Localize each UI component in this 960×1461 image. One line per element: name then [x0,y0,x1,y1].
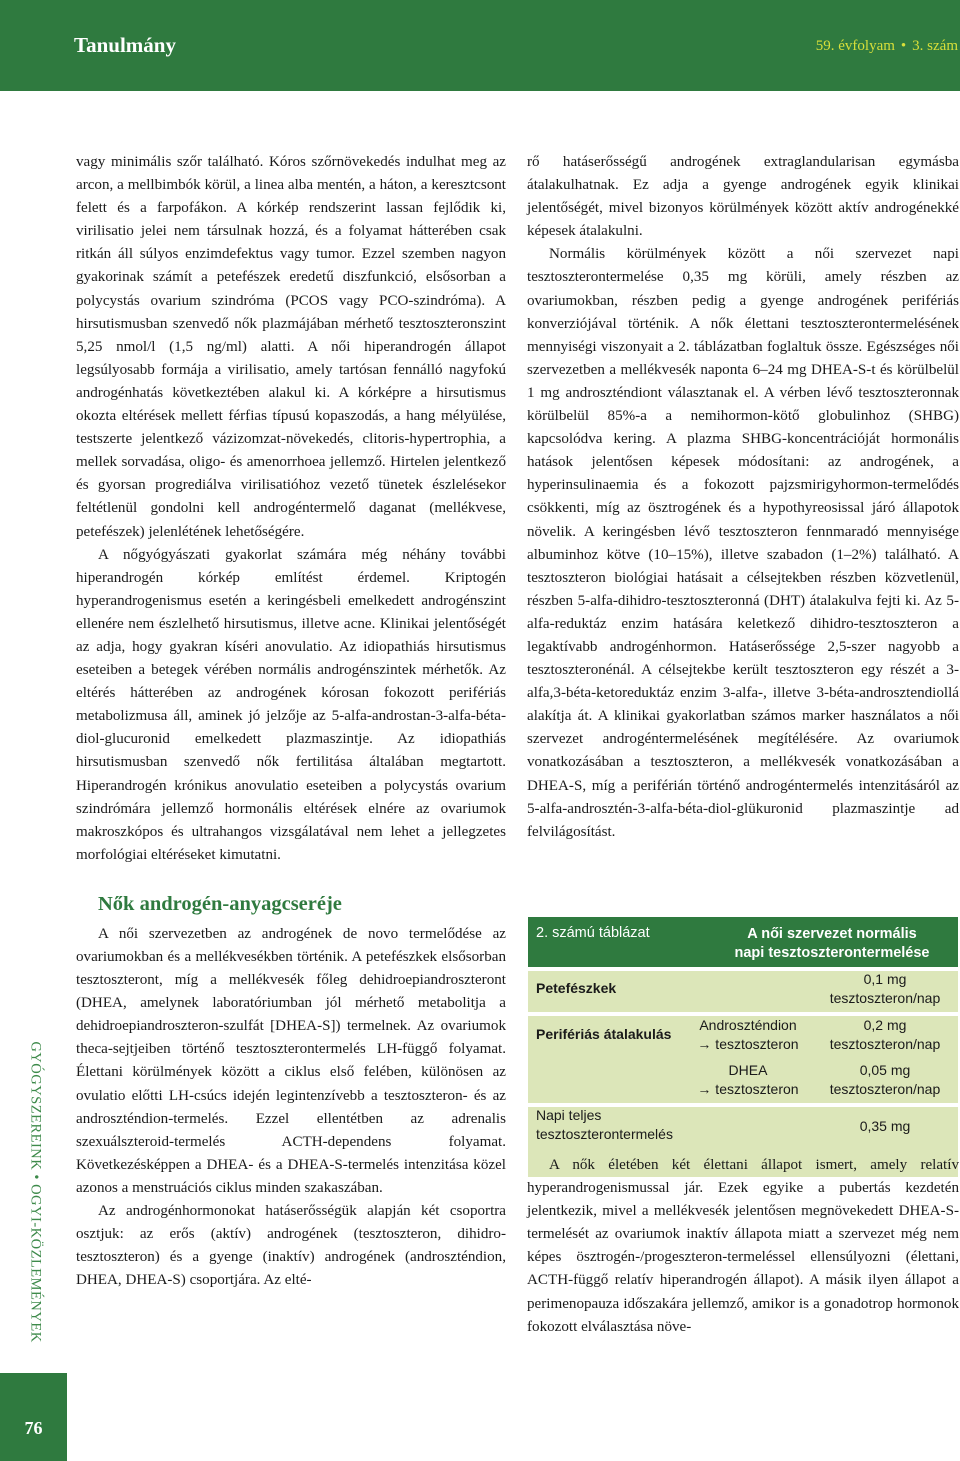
table-header [528,917,958,967]
sidebar-journal-name [21,1022,49,1362]
paragraph: rő hatáserősségű androgének extraglandularisan egymásba átalakulhatnak. Ez adja a gyenge androgének egyik klinikai jelentőségét, mivel bizonyos körülmények között aktív androgénekké képesek átalakulni. [527,154,959,240]
table-cell-label [536,1106,673,1144]
table-cell-value [812,1061,958,1099]
testosterone-table [528,917,958,1145]
total-label-line: Napi teljes [536,1107,602,1123]
table-title [706,925,958,963]
issue-info [816,38,958,55]
page-number-box [0,1373,67,1461]
value-unit: tesztoszteron/nap [829,990,941,1006]
conversion-target: → tesztoszteron [697,1036,799,1052]
right-column [527,151,959,844]
table-cell-conversion [688,1061,808,1099]
left-column [76,151,506,1292]
section-label: Tanulmány [74,33,176,57]
value-unit: tesztoszteron/nap [829,1081,941,1097]
sidebar-journal-text: GYÓGYSZEREINK • OGYI-KÖZLEMÉNYEK [27,1041,44,1343]
paragraph: A női szervezetben az androgének de novo termelődése az ovariumokban és a mellékvesékben történik. A petefészkek elsősorban tesztoszteront, míg a mellékvesék főleg dehidroepiandroszteront (DHEA, amelynek laboratóriumban jól mérhető metabolitja a dehidroepiandroszteron-szulfát [DHEA-S]) termelnek. Az ovariumok theca-sejtjeiben történő tesztoszterontermelés LH-függő folyamat. Élettani körülmények között a ciklus első felében, különösen az ovulatio előtti LH-csúcs idején legintenzívebb a tesztoszteron- és az androszténdion-termelés. Ezzel ellentétben az adrenalis szexuálszteroid-termelés ACTH-dependens folyamat. Következésképpen a DHEA- és a DHEA-S-termelés intenzitása közel azonos a menstruációs ciklus minden szakaszában. [76,925,506,1196]
conversion-source: Androszténdion [699,1017,797,1033]
right-column-continued [527,1154,959,1339]
paragraph: Az androgénhormonokat hatáserősségük alapján két csoportra osztjuk: az erős (aktív) androgének (tesztoszteron, dihidro-tesztoszteron) és a gyenge (inaktív) androgének (androszténdion, DHEA, DHEA-S) csoportjára. Az elté- [76,1203,506,1289]
table-cell-value [812,970,958,1008]
table-cell-value [812,1016,958,1054]
table-cell-label: Petefészkek [536,980,617,996]
separator-dot: • [900,38,907,54]
conversion-target: → tesztoszteron [697,1081,799,1097]
value-amount: 0,1 mg [863,971,907,987]
paragraph: vagy minimális szőr található. Kóros szőrnövekedés indulhat meg az arcon, a mellbimbók körül, a linea alba mentén, a háton, a keresztcsont felett és a farpofákon. A kórkép rendszerint lassan fejlődik ki, virilisatio jelei nem társulnak hozzá, és a folyamat hátterében csak ritkán áll súlyos enzimdefektus vagy tumor. Ezzel szemben nagyon gyakorinak számít a petefészek eredetű diszfunkció, elsősorban a polycystás ovarium szindróma (PCOS vagy PCO-szindróma). A hirsutismusban szenvedő nők plazmájában mérhető tesztoszteronszint 5,25 nmol/l (1,5 ng/ml) alatti. A női hiperandrogén állapot legsúlyosabb formája a virilisatio, amely tartósan fennálló nagyfokú androgénhatás következtében alakul ki. A kórképre a hirsutismus okozta eltérések mellett férfias típusú kopaszodás, a hang mélyülése, testszerte jelentkező vázizomzat-növekedés, clitoris-hypertrophia, a mellek sorvadása, oligo- és amenorrhoea jellemző. Hirtelen jelentkező és gyorsan progrediálva virilisatióhoz vezető tünetek észlelésekor feltétlenül gondolni kell androgéntermelő daganat (mellékvese, petefészek) jelenlétének lehetőségére. [76,154,506,540]
value-amount: 0,05 mg [859,1062,911,1078]
value-amount: 0,2 mg [863,1017,907,1033]
issue-number: 3. szám [912,38,958,54]
paragraph: A nőgyógyászati gyakorlat számára még néhány további hiperandrogén kórkép említést érdemel. Kriptogén hyperandrogenismus esetén a keringésbeli emelkedett androgénszint ellenére nem észlelhető hirsutismus, illetve acne. Klinikai jelentőségét az adja, hogy gyakran kíséri anovulatio. Az idiopathiás hirsutismus eseteiben a betegek vérében normális androgénszintek mérhetők. Az eltérés hátterében az androgének kórosan fokozott perifériás metabolizmusa áll, aminek jó jelzője az 5-alfa-androstan-3-alfa-béta-diol-glucuronid emelkedett plazmaszintje. Az idiopathiás hirsutismusban szenvedő nők fertilitása általában megtartott. Hiperandrogén krónikus anovulatio eseteiben a polycystás ovarium szindrómára jellemző hormonális eltérések elnére az ovariumok makroszkópos és ultrahangos vizsgálatával nem lehet a jellegzetes morfológiai eltéréseket kimutatni. [76,546,506,863]
volume-label: 59. évfolyam [815,38,895,54]
total-label-line: tesztoszterontermelés [536,1126,673,1142]
value-unit: tesztoszteron/nap [829,1036,941,1052]
page-header [0,0,960,91]
conversion-source: DHEA [728,1062,768,1078]
table-title-line: napi tesztoszterontermelése [734,945,930,961]
table-caption: 2. számú táblázat [536,925,650,941]
paragraph: Normális körülmények között a női szervezet napi tesztoszterontermelése 0,35 mg körüli, amely részben az ovariumokban, részben pedig a gyenge androgének perifériás konverziójával történik. A nők élettani tesztoszterontermelésének mennyiségi viszonyait a 2. táblázatban foglaltuk össze. Egészséges női szervezetben a mellékvesék naponta 6–24 mg DHEA-S-t és körülbelül 1 mg androszténdiont választanak el. A vérben lévő tesztoszteronnak körülbelül 85%-a a nemihormon-kötő globulinhoz (SHBG) kapcsolódva kering. A plazma SHBG-koncentrációját hormonális hatások jelentősen képesek módosítani: az androgének, a hyperinsulinaemia és a fokozott pajzsmirigyhormon-termelődés csökkenti, míg az ösztrogének és a hypothyreosissal járó állapotok növelik. A keringésben lévő tesztoszteron fennmaradó mennyisége albuminhoz kötve (10–15%), illetve szabadon (1–2%) található. A tesztoszteron biológiai hatásait a célsejtekben részben közvetlenül, részben 5-alfa-dihidro-tesztoszteronná (DHT) átalakulva fejti ki. Az 5-alfa-reduktáz enzim hatására keletkező dihidro-tesztoszteron a legaktívabb androgénhormon. Hatáserőssége 2,5-szer nagyobb a tesztoszteronénál. A célsejtekbe került tesztoszteron egy részét a 3-alfa,3-béta-ketoreduktáz enzim 3-alfa-, illetve 3-béta-androsztendiollá alakítja át. A klinikai gyakorlatban számos marker használatos a női szervezet androgéntermelésének megítélésére. Az ovariumok vonatkozásában a tesztoszteron, a mellékvesék vonatkozásában a DHEA-S, míg a periférián történő androgéntermelés intenzitásáról az 5-alfa-androsztén-3-alfa-béta-diol-glükuronid plazmaszintje ad felvilágosítást. [527,246,959,840]
section-heading: Nők androgén-anyagcseréje [98,892,342,915]
page-number: 76 [24,1418,43,1438]
table-cell-conversion [688,1016,808,1054]
table-cell-total: 0,35 mg [859,1118,911,1134]
table-title-line: A női szervezet normális [747,926,917,942]
table-cell-label: Perifériás átalakulás [536,1026,672,1042]
paragraph: A nők életében két élettani állapot ismert, amely relatív hyperandrogenismussal jár. Ezek egyike a pubertás kezdetén jelentkezik, mivel a mellékvesék jelentősen megnövekedett DHEA-S-termelését az ovariumok inaktív állapota miatt a szervezet még nem képes ösztrogén-/progeszteron-termeléssel ellensúlyozni (élettani, ACTH-függő relatív hiperandrogén állapot). A másik ilyen állapot a perimenopauza időszakára jellemző, amikor is a gonadotrop hormonok fokozott elválasztása növe- [527,1157,959,1335]
